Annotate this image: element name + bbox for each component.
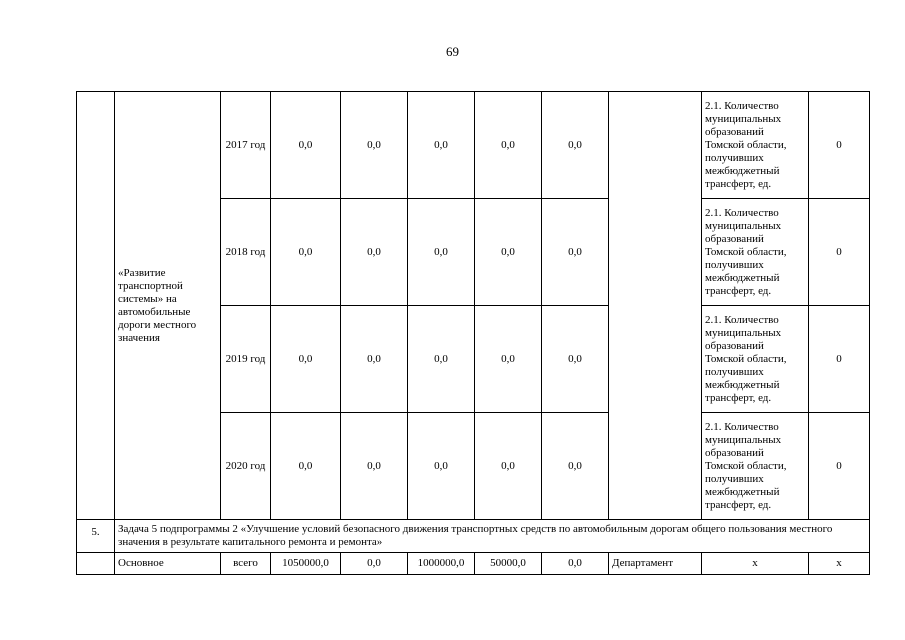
indicator-value-cell: 0 (809, 199, 870, 306)
task-row (77, 520, 870, 553)
value-cell: 0,0 (542, 413, 609, 520)
value-cell: 0,0 (475, 199, 542, 306)
indicator-value-cell: 0 (809, 92, 870, 199)
indicator-cell: 2.1. Количество муниципальных образований Томской области, получивших межбюджетный трансферт, ед. (702, 199, 809, 306)
value-cell: 0,0 (408, 199, 475, 306)
value-cell: 0,0 (341, 553, 408, 575)
value-cell: 0,0 (341, 199, 408, 306)
year-cell: 2018 год (221, 199, 271, 306)
value-cell: 0,0 (475, 92, 542, 199)
activity-description: «Развитие транспортной системы» на автомобильные дороги местного значения (115, 92, 221, 520)
program-table (76, 91, 870, 575)
value-cell: 0,0 (542, 199, 609, 306)
value-cell: 0,0 (542, 92, 609, 199)
value-cell: 0,0 (341, 306, 408, 413)
value-cell: 0,0 (542, 553, 609, 575)
value-cell: 0,0 (408, 306, 475, 413)
value-cell: 0,0 (542, 306, 609, 413)
year-cell: 2017 год (221, 92, 271, 199)
value-cell: 0,0 (341, 92, 408, 199)
value-cell: 0,0 (408, 413, 475, 520)
row-number-cell (77, 553, 115, 575)
activity-label: Основное (115, 553, 221, 575)
value-cell: 0,0 (271, 92, 341, 199)
indicator-value-cell: 0 (809, 306, 870, 413)
indicator-cell: x (702, 553, 809, 575)
value-cell: 0,0 (341, 413, 408, 520)
value-cell: 50000,0 (475, 553, 542, 575)
value-cell: 0,0 (475, 306, 542, 413)
value-cell: 0,0 (271, 199, 341, 306)
indicator-cell: 2.1. Количество муниципальных образований Томской области, получивших межбюджетный трансферт, ед. (702, 92, 809, 199)
value-cell: 0,0 (408, 92, 475, 199)
year-cell: 2020 год (221, 413, 271, 520)
row-number-cell (77, 92, 115, 520)
period-cell: всего (221, 553, 271, 575)
indicator-value-cell: x (809, 553, 870, 575)
table-row (77, 553, 870, 575)
value-cell: 0,0 (271, 306, 341, 413)
indicator-cell: 2.1. Количество муниципальных образований Томской области, получивших межбюджетный трансферт, ед. (702, 413, 809, 520)
value-cell: 0,0 (271, 413, 341, 520)
table-row (77, 92, 870, 199)
indicator-cell: 2.1. Количество муниципальных образований Томской области, получивших межбюджетный трансферт, ед. (702, 306, 809, 413)
value-cell: 1050000,0 (271, 553, 341, 575)
task-description: Задача 5 подпрограммы 2 «Улучшение условий безопасного движения транспортных средств по автомобильным дорогам общего пользования местного значения в результате капитального ремонта и ремонта» (115, 520, 870, 553)
value-cell: 1000000,0 (408, 553, 475, 575)
task-number: 5. (77, 520, 115, 553)
indicator-value-cell: 0 (809, 413, 870, 520)
executor-cell (609, 92, 702, 520)
executor-cell: Департамент (609, 553, 702, 575)
year-cell: 2019 год (221, 306, 271, 413)
value-cell: 0,0 (475, 413, 542, 520)
page-number: 69 (446, 44, 459, 59)
